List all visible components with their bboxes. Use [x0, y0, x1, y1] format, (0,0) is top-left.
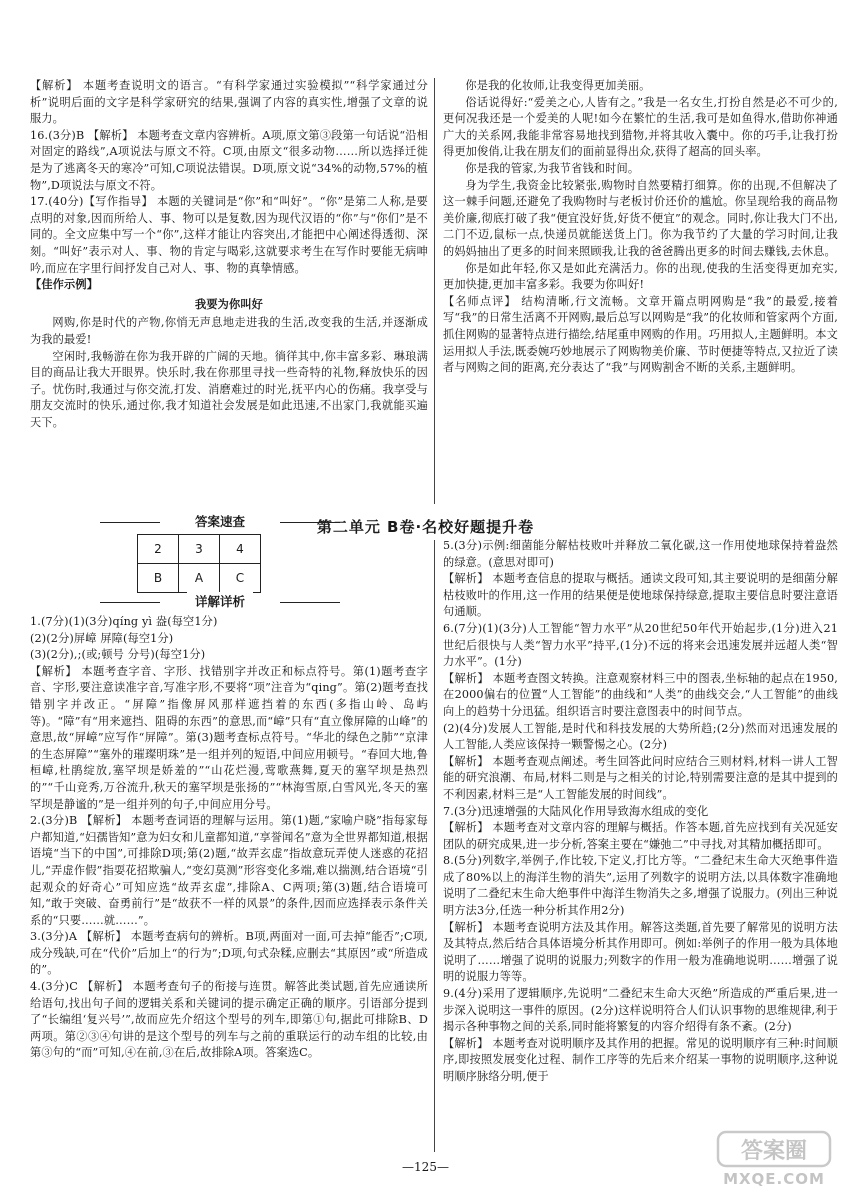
answer-9: 9.(4分)采用了逻辑顺序,先说明“二叠纪末生命大灭绝”所造成的严重后果,进一步深入说明这一事件的原因。(2分)这样说明符合人们认识事物的思维规律,利于揭示各种事物之间的关系,同时能将繁复的内容介绍得有条不紊。(2分) — [443, 987, 838, 1034]
essay-paragraph-1: 网购,你是时代的产物,你悄无声息地走进我的生活,改变我的生活,并逐渐成为我的最爱! — [30, 316, 428, 346]
answer-5: 5.(3分)示例:细菌能分解枯枝败叶并释放二氧化碳,这一作用使地球保持着盎然的绿意。(意思对即可) — [443, 539, 838, 569]
answer-table-header-row — [138, 535, 261, 564]
sample-essay-label: 【佳作示例】 — [30, 278, 99, 292]
essay-paragraph-2: 空闲时,我畅游在你为我开辟的广阔的天地。徜徉其中,你丰富多彩、琳琅满目的商品让我大开眼界。快乐时,我在你那里寻找一些奇特的礼物,释放快乐的因子。忧伤时,我通过与你交流,打发、消磨难过的时光,抚平内心的伤痛。我享受与朋友交流时的快乐,通过你,我才知道社会发展是如此迅速,不出家门,我就能买遍天下。 — [30, 349, 428, 429]
watermark-logo — [712, 1128, 837, 1190]
teacher-comment: 【名师点评】 结构清晰,行文流畅。文章开篇点明网购是“我”的最爱,接着写“我”的日常生活离不开网购,最后总写以网购是“我”的化妆师和管家两个方面,抓住网购的显著特点进行描绘,结尾重申网购的作用。巧用拟人,主题鲜明。本文运用拟人手法,既委婉巧妙地展示了网购物美价廉、节时便捷等特点,又拉近了读者与网购之间的距离,充分表达了“我”与网购割舍不断的关系,主题鲜明。 — [443, 294, 838, 375]
detail-banner-text: 详解详析 — [187, 592, 253, 612]
answer-1-part2: (2)(2分)屏嶂 屏障(每空1分) — [30, 631, 174, 645]
answer-table-cell: 4 — [220, 535, 261, 564]
essay-paragraph-3: 你是我的化妆师,让我变得更加美丽。 — [465, 79, 651, 92]
analysis-6: 【解析】 本题考查图文转换。注意观察材料三中的图表,坐标轴的起点在1950,在2000偏右的位置“人工智能”的曲线和“人类”的曲线交会,“人工智能”的曲线向上的趋势十分迅猛。组织语言时要注意图表中的时间节点。 — [443, 671, 838, 718]
right-column-top — [443, 78, 838, 377]
banner-rule-left — [100, 602, 160, 603]
section-title: 第二单元 B卷·名校好题提升卷 — [316, 518, 535, 536]
essay-paragraph-6: 身为学生,我资金比较紧张,购物时自然要精打细算。你的出现,不但解决了这一棘手问题,还避免了我购物时与老板讨价还价的尴尬。你呈现给我的商品物美价廉,彻底打破了我“便宜没好货,好货不便宜”的观念。同时,你让我大门不出,二门不迈,鼠标一点,快递员就能送货上门。你为我节约了大量的学习时间,让我的妈妈抽出了更多的时间来照顾我,让我的爸爸腾出更多的时间去赚钱,去休息。 — [443, 178, 838, 258]
page-number: —125— — [402, 1160, 449, 1174]
answer-table-answer-row — [138, 564, 261, 593]
banner-rule-right — [280, 602, 340, 603]
essay-paragraph-4: 俗话说得好:“爱美之心,人皆有之。”我是一名女生,打扮自然是必不可少的,更何况我还是一个爱美的人呢!如今在繁忙的生活,我可是如鱼得水,借助你神通广大的关系网,我能非常容易地找到猎物,并将其收入囊中。你的巧手,让我打扮得更加俊俏,让我在朋友们的面前显得出众,获得了超高的回头率。 — [443, 95, 838, 159]
answer-table-cell: B — [138, 564, 179, 593]
watermark-url: MXQE.COM — [723, 1170, 825, 1188]
watermark-text: 答案圈 — [740, 1139, 808, 1164]
answer-3: 3.(3分)A 【解析】 本题考查病句的辨析。B项,两面对一面,可去掉“能否”;C项,成分残缺,可在“代价”后加上“的行为”;D项,句式杂糅,应删去“其原因”或“所造成的”。 — [30, 930, 428, 977]
answer-1: 1.(7分)(1)(3分)qíng yì 盎(每空1分) — [30, 615, 218, 628]
essay-paragraph-5: 你是我的管家,为我节省钱和时间。 — [465, 161, 640, 175]
analysis-6-part2: 【解析】 本题考查观点阐述。考生回答此问时应结合三则材料,材料一讲人工智能的研究浪潮、布局,材料二则是与之相关的讨论,特别需要注意的是其中提到的不利因素,材料三是“人工智能发展的时间线”。 — [443, 754, 838, 801]
answer-1-part3: (3)(2分),;(或;顿号 分号)(每空1分) — [30, 648, 206, 662]
banner-rule-right — [280, 522, 340, 523]
analysis-9: 【解析】 本题考查对说明顺序及其作用的把握。常见的说明顺序有三种:时间顺序,即按照发展变化过程、制作工序等的先后来介绍某一事物的说明顺序,这种说明顺序脉络分明,便于 — [443, 1036, 838, 1083]
analysis-7: 【解析】 本题考查对文章内容的理解与概括。作答本题,首先应找到有关况延安团队的研究成果,进一步分析,答案主要在“嫌弛二”中寻找,对其精加概括即可。 — [443, 821, 838, 851]
answer-table — [137, 534, 261, 593]
answer-16: 16.(3分)B 【解析】 本题考查文章内容辨析。A项,原文第③段第一句话说“沿相对固定的路线”,A项说法与原文不符。C项,由原文“很多动物……所以选择迁徙是为了逃离冬天的寒冷”可知,C项说法错误。D项,原文说“34%的动物,57%的植物”,D项说法与原文不符。 — [30, 128, 428, 192]
essay-title: 我要为你叫好 — [194, 297, 264, 311]
answer-2: 2.(3分)B 【解析】 本题考查词语的理解与运用。第(1)题,“家喻户晓”指每家每户都知道,“妇孺皆知”意为妇女和儿童都知道,“享誉闻名”意为全世界都知道,根据语境“当下的中国”,可排除D项;第(2)题,“故弄玄虚”指故意玩弄使人迷惑的花招儿,“弄虚作假”指耍花招欺骗人,“变幻莫测”形容变化多端,难以揣测,结合语境“引起观众的好奇心”可知应选“故弄玄虚”,排除A、C两项;第(3)题,结合语境可知,“敢于突破、奋勇前行”是“故获不一样的风景”的条件,因而应选择表示条件关系的“只要……就……”。 — [30, 814, 428, 927]
answer-table-cell: A — [179, 564, 220, 593]
answer-6: 6.(7分)(1)(3分)人工智能“智力水平”从20世纪50年代开始起步,(1分)进入21世纪后很快与人类“智力水平”持平,(1分)不远的将来会迅速发展并远超人类“智力水平”。(1分) — [443, 621, 838, 669]
answer-7: 7.(3分)迅速增强的大陆风化作用导致海水组成的变化 — [443, 804, 709, 818]
left-column-bottom — [30, 614, 428, 1062]
answer-table-cell: 2 — [138, 535, 179, 564]
right-column-bottom — [443, 538, 838, 1086]
answer-table-cell: 3 — [179, 535, 220, 564]
answer-banner-text: 答案速查 — [187, 512, 253, 532]
left-column-top — [30, 78, 428, 431]
analysis-8: 【解析】 本题考查说明方法及其作用。解答这类题,首先要了解常见的说明方法及其特点,然后结合具体语境分析其作用即可。例如:举例子的作用一般为具体地说明了……增强了说明的说服力;列数字的作用一般为准确地说明……增强了说明的说服力等等。 — [443, 920, 838, 984]
analysis-15: 【解析】 本题考查说明文的语言。“有科学家通过实验模拟”“科学家通过分析”说明后面的文字是科学家研究的结果,强调了内容的真实性,增强了文章的说服力。 — [30, 79, 428, 126]
answer-8: 8.(5分)列数字,举例子,作比较,下定义,打比方等。“二叠纪末生命大灭绝事件造成了80%以上的海洋生物的消失”,运用了列数字的说明方法,以具体数字准确地说明了二叠纪末生命大绝事件中海洋生物消失之多,增强了说服力。(列出三种说明方法3分,任选一种分析其作用2分) — [443, 854, 838, 918]
analysis-1: 【解析】 本题考查字音、字形、找错别字并改正和标点符号。第(1)题考查字音、字形,要注意读准字音,写准字形,不要将“项”注音为“qing”。第(2)题考查找错别字并改正。“屏障”指像屏风那样遮挡着的东西(多指山岭、岛屿等)。“障”有“用来遮挡、阻碍的东西”的意思,而“嶂”只有“直立像屏障的山峰”的意思,故“屏嶂”应写作“屏障”。第(3)题考查标点符号。“华北的绿色之肺”“京津的生态屏障”“塞外的璀璨明珠”是一组并列的短语,中间应用顿号。“春回大地,鲁桓嶂,杜鹃绽放,塞罕坝是娇羞的”“山花烂漫,莺歌燕舞,夏天的塞罕坝是热烈的”“千山竞秀,万谷流升,秋天的塞罕坝是张扬的”“林海雪原,白雪风光,冬天的塞罕坝是静谧的”是一组并列的句子,中间应用分号。 — [30, 664, 428, 811]
detailed-analysis-banner — [100, 592, 340, 612]
answer-17: 17.(40分)【写作指导】 本题的关键词是“你”和“叫好”。“你”是第二人称,是要点明的对象,因而所给人、事、物可以是复数,因为现代汉语的“你”与“你们”是不同的。全文应集中写一个“你”,这样才能让内容突出,才能把中心阐述得透彻、深刻。“叫好”表示对人、事、物的肯定与喝彩,这就要求考生在写作时要能无病呻吟,而应在字里行间抒发自己对人、事、物的真挚情感。 — [30, 195, 428, 275]
analysis-5: 【解析】 本题考查信息的提取与概括。通读文段可知,其主要说明的是细菌分解枯枝败叶的作用,这一作用的结果便是使地球保持绿意,提取主要信息时要注意语句通顺。 — [443, 572, 838, 619]
column-divider-top — [434, 78, 435, 504]
banner-rule-left — [100, 522, 160, 523]
answer-quick-check-banner — [100, 512, 340, 532]
answer-table-cell: C — [220, 564, 261, 593]
column-divider-bottom — [434, 540, 435, 1152]
answer-4: 4.(3分)C 【解析】 本题考查句子的衔接与连贯。解答此类试题,首先应通读所给语句,找出句子间的逻辑关系和关键词的提示确定正确的顺序。引语部分提到了“长编组‘复兴号’”,故而应先介绍这个型号的列车,即第①句,据此可排除B、D两项。第②③④句讲的是这个型号的列车与之前的重联运行的动车组的比较,由第③句的“而”可知,④在前,③在后,故排除A项。答案选C。 — [30, 980, 428, 1060]
answer-6-part2: (2)(4分)发展人工智能,是时代和科技发展的大势所趋;(2分)然而对迅速发展的人工智能,人类应该保持一颗警惕之心。(2分) — [443, 721, 838, 752]
essay-paragraph-7: 你是如此年轻,你又是如此充满活力。你的出现,使我的生活变得更加充实,更加快捷,更加丰富多彩。我要为你叫好! — [443, 261, 838, 292]
